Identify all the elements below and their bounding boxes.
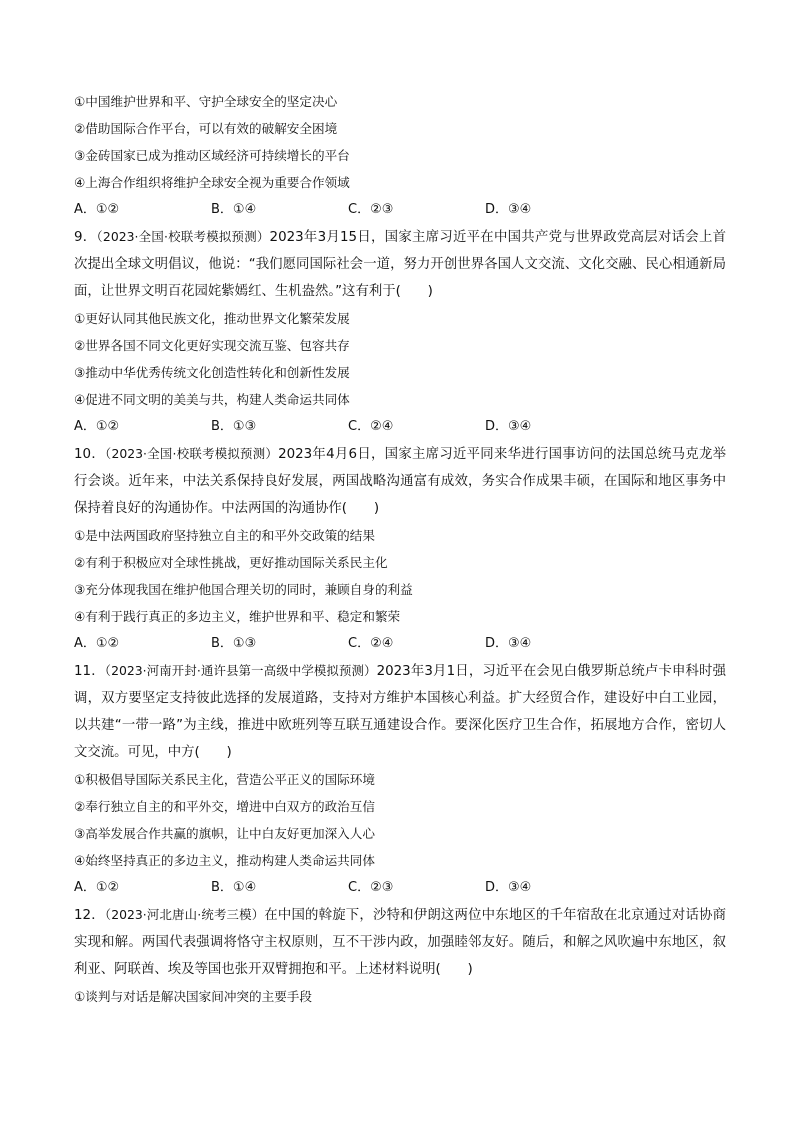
option-line: ④始终坚持真正的多边主义，推动构建人类命运共同体 <box>74 853 375 868</box>
question-text: 2023年3月1日，习近平在会见白俄罗斯总统卢卡申科时强调，双方要坚定支持彼此选择的发展道路，支持对方维护本国核心利益。扩大经贸合作，建设好中白工业园，以共建“一带一路”为主线，推进中欧班列等互联互通建设合作。要深化医疗卫生合作，拓展地方合作，密切人文交流。可见，中方( ) <box>74 664 726 760</box>
option-line: ③推动中华优秀传统文化创造性转化和创新性发展 <box>74 365 350 380</box>
option-line: ①积极倡导国际关系民主化，营造公平正义的国际环境 <box>74 772 375 787</box>
question-number: 9． <box>74 230 97 245</box>
answer-choice-a: A．①② <box>74 880 120 895</box>
option-line: ③充分体现我国在维护他国合理关切的同时，兼顾自身的利益 <box>74 582 413 597</box>
question-text: 2023年4月6日，国家主席习近平同来华进行国事访问的法国总统马克龙举行会谈。近年来，中法关系保持良好发展，两国战略沟通富有成效，务实合作成果丰硕，在国际和地区事务中保持着良好的沟通协作。中法两国的沟通协作( ) <box>74 447 726 516</box>
answer-choice-b: B．①③ <box>211 419 257 434</box>
answer-choices <box>74 196 726 223</box>
question-stem <box>74 657 726 766</box>
question-stem <box>74 440 726 522</box>
option-line: ①是中法两国政府坚持独立自主的和平外交政策的结果 <box>74 528 375 543</box>
question-number: 10． <box>74 447 105 462</box>
question-stem <box>74 223 726 305</box>
question-number: 11． <box>74 664 105 679</box>
option-line: ①谈判与对话是解决国家间冲突的主要手段 <box>74 989 312 1004</box>
answer-choice-c: C．②④ <box>348 419 394 434</box>
question-10 <box>74 440 726 657</box>
option-line: ③金砖国家已成为推动区域经济可持续增长的平台 <box>74 148 350 163</box>
question-source: （2023·河南开封·通许县第一高级中学模拟预测） <box>104 663 377 678</box>
answer-choices <box>74 874 726 901</box>
answer-choice-c: C．②④ <box>348 636 394 651</box>
answer-choice-c: C．②③ <box>348 880 394 895</box>
answer-choice-d: D．③④ <box>485 419 532 434</box>
question-source: （2023·河北唐山·统考三模） <box>104 907 265 922</box>
question-source: （2023·全国·校联考模拟预测） <box>104 446 279 461</box>
answer-choice-b: B．①④ <box>211 202 257 217</box>
question-content <box>74 88 726 1010</box>
question-8-tail <box>74 88 726 223</box>
answer-choice-d: D．③④ <box>485 202 532 217</box>
option-line: ④上海合作组织将维护全球安全视为重要合作领域 <box>74 175 350 190</box>
option-line: ①中国维护世界和平、守护全球安全的坚定决心 <box>74 94 338 109</box>
question-9 <box>74 223 726 440</box>
option-line: ④有利于践行真正的多边主义，维护世界和平、稳定和繁荣 <box>74 609 401 624</box>
answer-choice-b: B．①③ <box>211 636 257 651</box>
answer-choice-d: D．③④ <box>485 636 532 651</box>
option-line: ③高举发展合作共赢的旗帜，让中白友好更加深入人心 <box>74 826 375 841</box>
question-number: 12． <box>74 908 105 923</box>
question-11 <box>74 657 726 901</box>
answer-choice-b: B．①④ <box>211 880 257 895</box>
option-line: ②世界各国不同文化更好实现交流互鉴、包容共存 <box>74 338 350 353</box>
option-line: ②借助国际合作平台，可以有效的破解安全困境 <box>74 121 338 136</box>
answer-choice-a: A．①② <box>74 419 120 434</box>
option-line: ②奉行独立自主的和平外交，增进中白双方的政治互信 <box>74 799 375 814</box>
option-line: ②有利于积极应对全球性挑战，更好推动国际关系民主化 <box>74 555 388 570</box>
question-text: 在中国的斡旋下，沙特和伊朗这两位中东地区的千年宿敌在北京通过对话协商实现和解。两国代表强调将恪守主权原则，互不干涉内政，加强睦邻友好。随后，和解之风吹遍中东地区，叙利亚、阿联酋、埃及等国也张开双臂拥抱和平。上述材料说明( ) <box>74 908 727 977</box>
option-line: ①更好认同其他民族文化，推动世界文化繁荣发展 <box>74 311 350 326</box>
answer-choice-a: A．①② <box>74 636 120 651</box>
question-12 <box>74 901 726 1010</box>
answer-choices <box>74 413 726 440</box>
question-text: 2023年3月15日，国家主席习近平在中国共产党与世界政党高层对话会上首次提出全球文明倡议，他说：“我们愿同国际社会一道，努力开创世界各国人文交流、文化交融、民心相通新局面，让世界文明百花园姹紫嫣红、生机盎然。”这有利于( ) <box>74 230 726 299</box>
question-source: （2023·全国·校联考模拟预测） <box>96 229 270 244</box>
answer-choices <box>74 630 726 657</box>
option-line: ④促进不同文明的美美与共，构建人类命运共同体 <box>74 392 350 407</box>
answer-choice-a: A．①② <box>74 202 120 217</box>
answer-choice-d: D．③④ <box>485 880 532 895</box>
answer-choice-c: C．②③ <box>348 202 394 217</box>
question-stem <box>74 901 726 983</box>
